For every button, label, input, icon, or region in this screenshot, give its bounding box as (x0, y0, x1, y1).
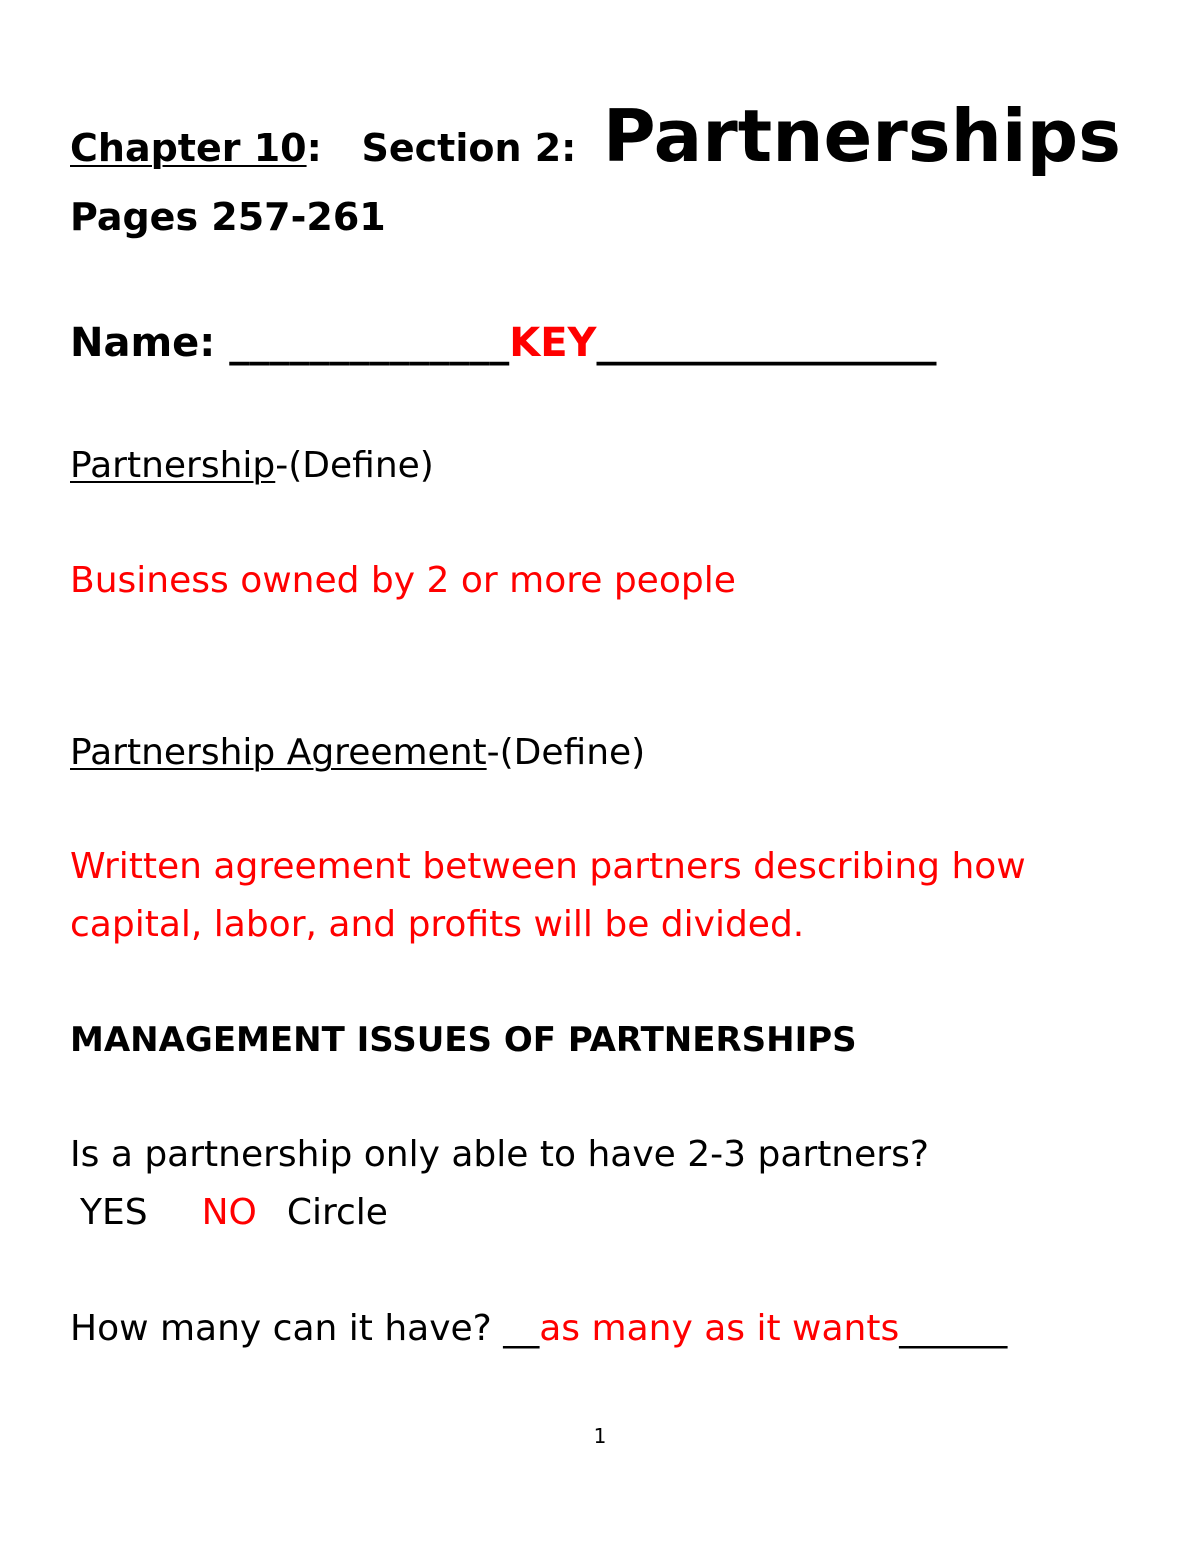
question-text: How many can it have? (70, 1308, 492, 1349)
topic-title: Partnerships (602, 94, 1121, 178)
question-answer: as many as it wants (539, 1308, 900, 1349)
definition-answer-line-2: capital, labor, and profits will be divided. (70, 904, 805, 945)
name-value: KEY (509, 320, 597, 366)
definition-term: Partnership Agreement (70, 732, 487, 773)
pages-range: Pages 257-261 (70, 195, 386, 239)
option-instruction: Circle (286, 1192, 388, 1233)
definition-partnership-agreement (70, 732, 646, 773)
definition-instruction: -(Define) (486, 732, 646, 773)
name-blank-after: _________________ (596, 320, 937, 366)
question-options (80, 1192, 388, 1233)
definition-term: Partnership (70, 445, 276, 486)
question-partner-count: Is a partnership only able to have 2-3 partners? (70, 1134, 929, 1175)
answer-blank-before: __ (503, 1308, 540, 1349)
definition-partnership (70, 445, 434, 486)
option-yes: YES (80, 1192, 148, 1233)
name-field (70, 320, 937, 366)
name-blank-before: ______________ (229, 320, 510, 366)
chapter-colon: : (306, 126, 322, 170)
option-no: NO (201, 1192, 257, 1233)
document-title (70, 94, 1121, 178)
question-how-many (70, 1308, 1008, 1349)
page-number: 1 (593, 1424, 607, 1448)
section-label: Section 2: (361, 126, 577, 170)
definition-answer-line-1: Written agreement between partners describing how (70, 846, 1026, 887)
chapter-label: Chapter 10 (70, 126, 307, 170)
section-heading: MANAGEMENT ISSUES OF PARTNERSHIPS (70, 1020, 857, 1060)
answer-blank-after: ______ (899, 1308, 1008, 1349)
name-label: Name: (70, 320, 216, 366)
definition-instruction: -(Define) (275, 445, 434, 486)
definition-answer: Business owned by 2 or more people (70, 560, 736, 601)
